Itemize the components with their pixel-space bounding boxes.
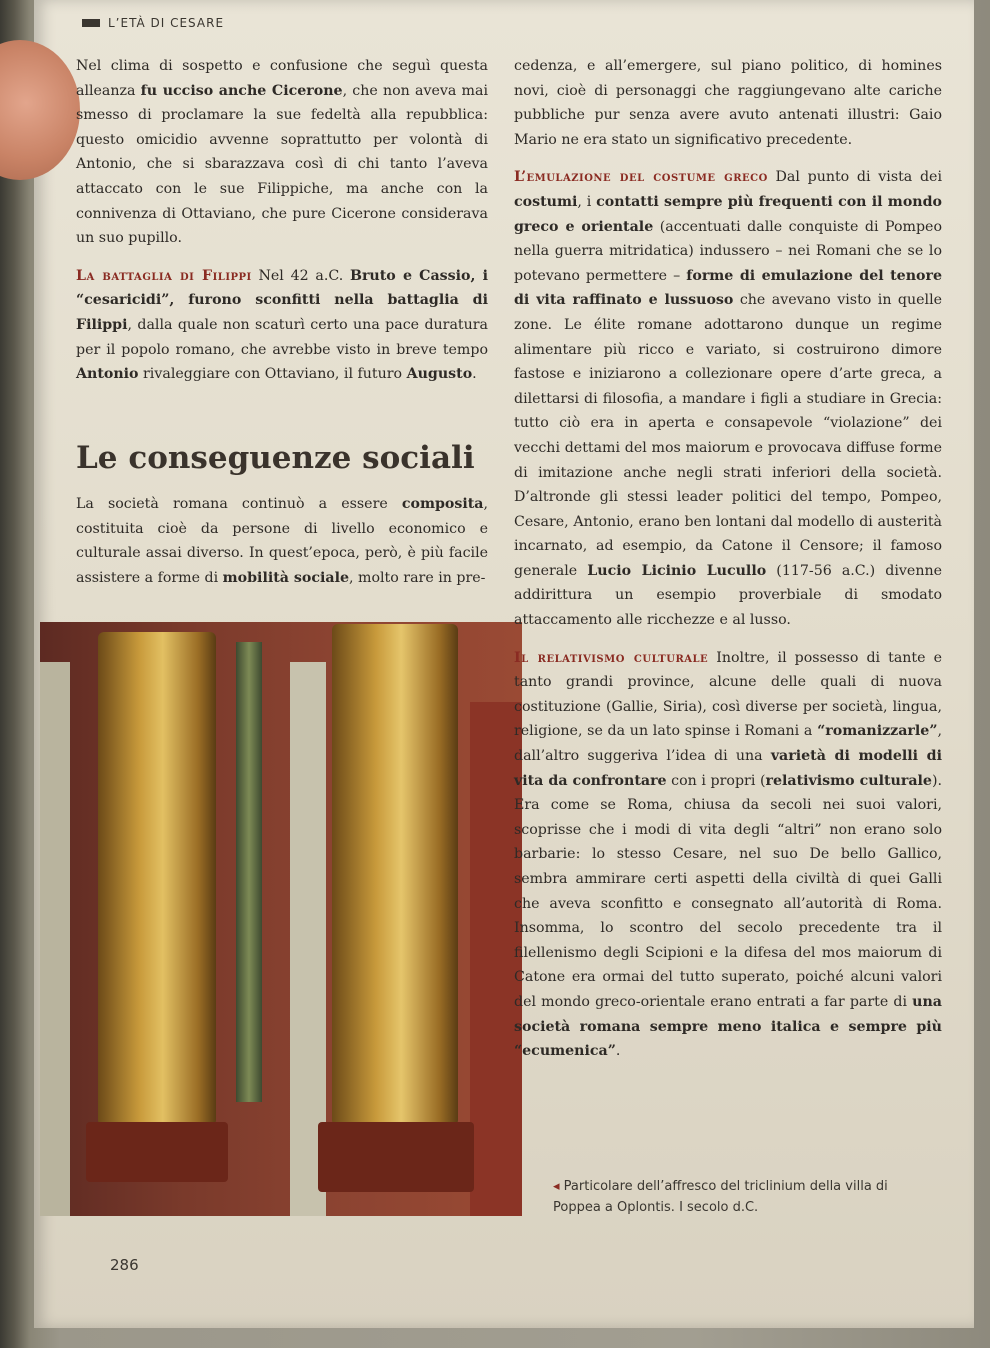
header-marker-icon bbox=[82, 19, 100, 27]
section-heading: Le conseguenze sociali bbox=[76, 440, 475, 476]
left-column bbox=[76, 54, 488, 400]
subhead-filippi: La battaglia di Filippi bbox=[76, 267, 252, 284]
left-column-continued bbox=[76, 492, 488, 603]
image-caption bbox=[553, 1176, 933, 1218]
right-column bbox=[514, 54, 942, 1077]
fresco-column-base bbox=[86, 1122, 228, 1182]
paragraph: La società romana continuò a essere composita, costituita cioè da persone di livello economico e culturale assai diverso. In quest’epoca, però, è più facile assistere a forme di mobilità sociale, molto rare in pre- bbox=[76, 496, 488, 586]
fresco-image bbox=[40, 622, 522, 1216]
chapter-title: L’ETÀ DI CESARE bbox=[108, 16, 225, 30]
subhead-relativismo: Il relativismo culturale bbox=[514, 649, 709, 666]
fresco-column-right bbox=[332, 624, 458, 1126]
fresco-column-left bbox=[98, 632, 216, 1126]
paragraph: L’emulazione del costume greco Dal punto di vista dei costumi, i contatti sempre più frequenti con il mondo greco e orientale (accentuati dalle conquiste di Pompeo nella guerra mitridatica) indussero – nei Romani che se lo potevano permettere – forme di emulazione del tenore di vita raffinato e lussuoso che avevano visto in quelle zone. Le élite romane adottarono dunque un regime alimentare più ricco e variato, si costruirono dimore fastose e iniziarono a collezionare opere d’arte greca, a dilettarsi di filosofia, a mandare i figli a studiare in Grecia: tutto ciò era in aperta e consapevole “violazione” dei vecchi dettami del mos maiorum e provocava diffuse forme di imitazione anche negli strati inferiori della società. D’altronde gli stessi leader politici del tempo, Pompeo, Cesare, Antonio, erano ben lontani dal modello di austerità incarnato, ad esempio, da Catone il Censore; il famoso generale Lucio Licinio Lucullo (117-56 a.C.) divenne addirittura un esempio proverbiale di smodato attaccamento alle ricchezze e al lusso. bbox=[514, 169, 943, 629]
caption-text: Particolare dell’affresco del triclinium della villa di Poppea a Oplontis. I secolo d.C. bbox=[553, 1179, 888, 1215]
running-header bbox=[82, 16, 224, 30]
page-number: 286 bbox=[110, 1256, 139, 1274]
paragraph: Nel clima di sospetto e confusione che seguì questa alleanza fu ucciso anche Cicerone, che non aveva mai smesso di proclamare la sue fedeltà alla repubblica: questo omicidio avvenne soprattutto per volontà di Antonio, che si sbarazzava così di chi tanto l’aveva attaccato con le sue Filippiche, ma anche con la connivenza di Ottaviano, che pure Cicerone considerava un suo pupillo. bbox=[76, 58, 488, 247]
fresco-wall bbox=[40, 662, 70, 1216]
subhead-emulazione: L’emulazione del costume greco bbox=[514, 169, 768, 186]
fresco-column-base bbox=[318, 1122, 474, 1192]
paragraph: Il relativismo culturale Inoltre, il possesso di tante e tanto grandi province, alcune delle quali di nuova costituzione (Gallie, Siria), così diverse per società, lingua, religione, se da un lato spinse i Romani a “romanizzarle”, dall’altro suggeriva l’idea di una varietà di modelli di vita da confrontare con i propri (relativismo culturale). Era come se Roma, chiusa da secoli nei suoi valori, scoprisse che i modi di vita degli “altri” non erano solo barbarie: lo stesso Cesare, nel suo De bello Gallico, sembra ammirare certi aspetti della civiltà di quei Galli che aveva sconfitto e consegnato all’autorità di Roma. Insomma, lo scontro del secolo precedente tra il filellenismo degli Scipioni e la difesa del mos maiorum di Catone era ormai del tutto superato, poiché alcuni valori del mondo greco-orientale erano entrati a far parte di una società romana sempre meno italica e sempre più “ecumenica”. bbox=[514, 649, 942, 1060]
fresco-candelabrum bbox=[236, 642, 262, 1102]
paragraph: La battaglia di Filippi Nel 42 a.C. Bruto e Cassio, i “cesaricidi”, furono sconfitti nella battaglia di Filippi, dalla quale non scaturì certo una pace duratura per il popolo romano, che avrebbe visto in breve tempo Antonio rivaleggiare con Ottaviano, il futuro Augusto. bbox=[76, 267, 488, 383]
caption-arrow-icon: ◂ bbox=[553, 1179, 560, 1194]
paragraph: cedenza, e all’emergere, sul piano politico, di homines novi, cioè di personaggi che raggiungevano alte cariche pubbliche pur senza avere avuto antenati illustri: Gaio Mario ne era stato un significativo precedente. bbox=[514, 58, 942, 148]
